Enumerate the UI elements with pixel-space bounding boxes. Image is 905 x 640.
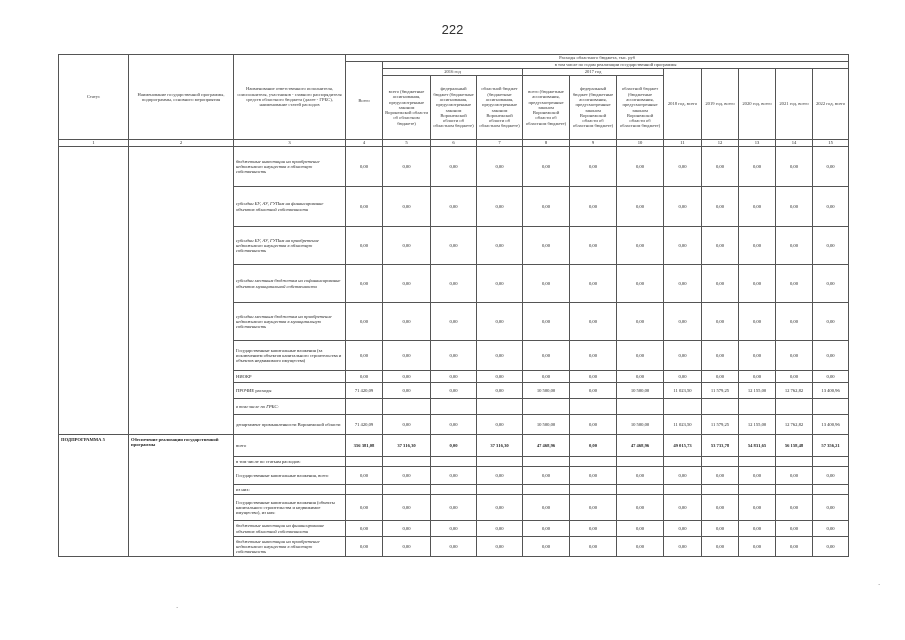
value-cell: 0,00: [617, 227, 664, 265]
value-cell: 0,00: [431, 383, 477, 399]
value-cell: 0,00: [702, 341, 739, 371]
status-cell: [59, 147, 129, 435]
col-2017-total: всего (бюджетные ассигнования, предусмотренные законом Воронежской области об областном бюджете): [523, 76, 570, 140]
value-cell: 0,00: [813, 495, 849, 521]
value-cell: 0,00: [664, 187, 702, 227]
value-cell: 0,00: [383, 383, 431, 399]
value-cell: 57 356,21: [813, 435, 849, 457]
value-cell: 0,00: [431, 415, 477, 435]
value-cell: 0,00: [813, 187, 849, 227]
value-cell: 12 762,82: [776, 383, 813, 399]
value-cell: 0,00: [431, 265, 477, 303]
year-2016-header: 2016 год: [383, 69, 523, 76]
value-cell: [664, 399, 702, 415]
value-cell: 0,00: [383, 227, 431, 265]
col-2016-regional: областной бюджет (бюджетные ассигнования, предусмотренные законом Воронежской области об областном бюджете): [477, 76, 523, 140]
value-cell: 0,00: [523, 303, 570, 341]
administrator-header: Наименование ответственного исполнителя, соисполнителя, участников - главного распорядителя средств областного бюджета (далее - ГРБС), наименование статей расходов: [234, 55, 346, 140]
value-cell: [776, 485, 813, 495]
table-row: [59, 147, 849, 187]
value-cell: [431, 457, 477, 467]
value-cell: 0,00: [617, 537, 664, 557]
value-cell: 0,00: [664, 371, 702, 383]
value-cell: 0,00: [383, 341, 431, 371]
value-cell: 0,00: [776, 147, 813, 187]
expense-label: субсидии БУ, АУ, ГУПам на приобретение недвижимого имущества в областную собственность: [234, 227, 346, 265]
value-cell: 0,00: [346, 227, 383, 265]
value-cell: 0,00: [477, 187, 523, 227]
value-cell: [477, 485, 523, 495]
value-cell: [813, 399, 849, 415]
value-cell: 0,00: [813, 265, 849, 303]
value-cell: 0,00: [477, 383, 523, 399]
value-cell: [523, 399, 570, 415]
incl-program-header: в том числе по годам реализации государственной программы: [383, 62, 849, 69]
value-cell: 0,00: [664, 495, 702, 521]
value-cell: 0,00: [477, 537, 523, 557]
value-cell: 0,00: [431, 147, 477, 187]
value-cell: 0,00: [477, 147, 523, 187]
column-number: 12: [702, 140, 739, 147]
col-2016-federal: федеральный бюджет (бюджетные ассигнования, предусмотренные законом Воронежской области об областном бюджете): [431, 76, 477, 140]
value-cell: 0,00: [523, 227, 570, 265]
column-number: 7: [477, 140, 523, 147]
value-cell: 0,00: [702, 467, 739, 485]
value-cell: [739, 399, 776, 415]
value-cell: 47 468,96: [617, 435, 664, 457]
value-cell: [383, 485, 431, 495]
value-cell: 0,00: [431, 537, 477, 557]
value-cell: 0,00: [739, 495, 776, 521]
value-cell: 54 831,65: [739, 435, 776, 457]
value-cell: 0,00: [739, 265, 776, 303]
value-cell: 0,00: [477, 495, 523, 521]
value-cell: [431, 399, 477, 415]
value-cell: 0,00: [431, 495, 477, 521]
value-cell: 0,00: [776, 521, 813, 537]
value-cell: 0,00: [431, 521, 477, 537]
value-cell: 0,00: [346, 303, 383, 341]
value-cell: 0,00: [570, 467, 617, 485]
value-cell: [477, 399, 523, 415]
value-cell: 0,00: [702, 227, 739, 265]
value-cell: 0,00: [383, 303, 431, 341]
expense-label: ПРОЧИЕ расходы: [234, 383, 346, 399]
value-cell: 0,00: [617, 341, 664, 371]
value-cell: [570, 457, 617, 467]
value-cell: 0,00: [739, 341, 776, 371]
value-cell: 0,00: [523, 187, 570, 227]
value-cell: 0,00: [383, 537, 431, 557]
value-cell: 10 500,00: [523, 415, 570, 435]
value-cell: 10 500,00: [617, 383, 664, 399]
value-cell: [346, 399, 383, 415]
value-cell: 0,00: [813, 227, 849, 265]
value-cell: [702, 457, 739, 467]
value-cell: 0,00: [523, 467, 570, 485]
value-cell: [477, 457, 523, 467]
value-cell: 13 400,96: [813, 383, 849, 399]
value-cell: 11 023,50: [664, 383, 702, 399]
expense-label: Государственные капитальные вложения, всего: [234, 467, 346, 485]
value-cell: 0,00: [431, 303, 477, 341]
value-cell: 0,00: [813, 521, 849, 537]
value-cell: 53 733,78: [702, 435, 739, 457]
value-cell: 0,00: [776, 495, 813, 521]
column-number: 15: [813, 140, 849, 147]
col-2017-federal: федеральный бюджет (бюджетные ассигнования, предусмотренные законом Воронежской области об областном бюджете): [570, 76, 617, 140]
value-cell: [383, 399, 431, 415]
value-cell: 0,00: [702, 187, 739, 227]
value-cell: 0,00: [813, 341, 849, 371]
value-cell: 0,00: [346, 187, 383, 227]
scan-mark: .: [878, 578, 881, 587]
value-cell: 0,00: [617, 303, 664, 341]
value-cell: 47 468,96: [523, 435, 570, 457]
value-cell: 0,00: [702, 303, 739, 341]
value-cell: [664, 457, 702, 467]
value-cell: 0,00: [813, 371, 849, 383]
value-cell: 0,00: [570, 227, 617, 265]
expense-label: НИОКР: [234, 371, 346, 383]
column-number: 2: [129, 140, 234, 147]
value-cell: 12 155,00: [739, 415, 776, 435]
value-cell: 0,00: [431, 371, 477, 383]
value-cell: 0,00: [702, 537, 739, 557]
value-cell: 0,00: [776, 303, 813, 341]
value-cell: 0,00: [702, 371, 739, 383]
column-number: 8: [523, 140, 570, 147]
value-cell: 0,00: [383, 467, 431, 485]
value-cell: 0,00: [570, 521, 617, 537]
value-cell: 0,00: [570, 187, 617, 227]
expense-label: субсидии местным бюджетам на софинансирование объектов муниципальной собственности: [234, 265, 346, 303]
value-cell: 0,00: [664, 303, 702, 341]
value-cell: 0,00: [776, 187, 813, 227]
value-cell: 0,00: [383, 415, 431, 435]
value-cell: 71 420,09: [346, 383, 383, 399]
value-cell: 0,00: [346, 495, 383, 521]
value-cell: 0,00: [523, 341, 570, 371]
value-cell: 0,00: [776, 265, 813, 303]
value-cell: 0,00: [813, 467, 849, 485]
value-cell: 0,00: [383, 521, 431, 537]
value-cell: 0,00: [739, 147, 776, 187]
value-cell: 0,00: [617, 521, 664, 537]
value-cell: 0,00: [776, 341, 813, 371]
value-cell: 0,00: [383, 265, 431, 303]
expense-label: Государственные капитальные вложения (объекты капитального строительства и недвижимое имущество), из них:: [234, 495, 346, 521]
value-cell: 0,00: [739, 537, 776, 557]
value-cell: 0,00: [523, 521, 570, 537]
column-number: 9: [570, 140, 617, 147]
value-cell: 0,00: [477, 415, 523, 435]
expense-label: департамент промышленности Воронежской области: [234, 415, 346, 435]
value-cell: 0,00: [702, 521, 739, 537]
value-cell: 0,00: [346, 147, 383, 187]
value-cell: 0,00: [346, 265, 383, 303]
value-cell: [346, 485, 383, 495]
program-name-cell: [129, 147, 234, 435]
value-cell: 0,00: [431, 187, 477, 227]
value-cell: 11 023,50: [664, 415, 702, 435]
value-cell: [739, 485, 776, 495]
value-cell: 0,00: [664, 521, 702, 537]
value-cell: 0,00: [664, 147, 702, 187]
value-cell: 0,00: [664, 341, 702, 371]
value-cell: 0,00: [702, 147, 739, 187]
value-cell: 0,00: [776, 227, 813, 265]
value-cell: [702, 399, 739, 415]
value-cell: 0,00: [570, 303, 617, 341]
value-cell: 0,00: [431, 467, 477, 485]
value-cell: [617, 457, 664, 467]
value-cell: 0,00: [523, 265, 570, 303]
value-cell: [813, 485, 849, 495]
value-cell: 0,00: [523, 147, 570, 187]
value-cell: [570, 399, 617, 415]
value-cell: 0,00: [570, 147, 617, 187]
year-2019-header: 2019 год, всего: [702, 69, 739, 140]
program-name-header: Наименование государственной программы, подпрограммы, основного мероприятия: [129, 55, 234, 140]
subprogram-status: ПОДПРОГРАММА 5: [59, 435, 129, 557]
total-header: Всего: [346, 62, 383, 140]
expense-label: субсидии БУ, АУ, ГУПам на финансирование объектов областной собственности: [234, 187, 346, 227]
col-2016-total: всего (бюджетные ассигнования, предусмотренные законом Воронежской области об областном бюджете): [383, 76, 431, 140]
expense-label: субсидии местным бюджетам на приобретение недвижимого имущества в муниципальную собственность: [234, 303, 346, 341]
value-cell: [523, 457, 570, 467]
value-cell: 0,00: [776, 537, 813, 557]
value-cell: 0,00: [617, 467, 664, 485]
status-header: Статус: [59, 55, 129, 140]
value-cell: 0,00: [383, 187, 431, 227]
value-cell: 0,00: [570, 537, 617, 557]
value-cell: 0,00: [739, 371, 776, 383]
value-cell: 0,00: [739, 303, 776, 341]
value-cell: 0,00: [477, 303, 523, 341]
value-cell: 0,00: [383, 147, 431, 187]
col-2017-regional: областной бюджет (бюджетные ассигнования, предусмотренные законом Воронежской области об областном бюджете): [617, 76, 664, 140]
value-cell: 0,00: [346, 341, 383, 371]
year-2021-header: 2021 год, всего: [776, 69, 813, 140]
scan-mark: .: [176, 601, 179, 610]
value-cell: 0,00: [477, 227, 523, 265]
value-cell: 13 400,96: [813, 415, 849, 435]
column-number: 10: [617, 140, 664, 147]
expenses-title: Расходы областного бюджета, тыс. руб: [346, 55, 849, 62]
value-cell: 0,00: [346, 371, 383, 383]
column-number: 11: [664, 140, 702, 147]
value-cell: 0,00: [813, 303, 849, 341]
value-cell: [776, 399, 813, 415]
column-number: 1: [59, 140, 129, 147]
value-cell: 0,00: [664, 537, 702, 557]
value-cell: 0,00: [617, 265, 664, 303]
value-cell: 0,00: [702, 265, 739, 303]
value-cell: [346, 457, 383, 467]
value-cell: 0,00: [570, 383, 617, 399]
value-cell: [813, 457, 849, 467]
value-cell: 0,00: [664, 467, 702, 485]
value-cell: 12 155,00: [739, 383, 776, 399]
year-2022-header: 2022 год, всего: [813, 69, 849, 140]
page-number: 222: [441, 22, 464, 37]
value-cell: 0,00: [570, 341, 617, 371]
year-2017-header: 2017 год: [523, 69, 664, 76]
value-cell: 0,00: [664, 227, 702, 265]
value-cell: 0,00: [813, 537, 849, 557]
value-cell: 0,00: [570, 265, 617, 303]
value-cell: 0,00: [383, 495, 431, 521]
column-number: 5: [383, 140, 431, 147]
value-cell: 0,00: [617, 371, 664, 383]
value-cell: 10 500,00: [617, 415, 664, 435]
table-row: [59, 435, 849, 457]
value-cell: 0,00: [617, 187, 664, 227]
value-cell: 71 420,09: [346, 415, 383, 435]
value-cell: 0,00: [813, 147, 849, 187]
expense-label: из них:: [234, 485, 346, 495]
value-cell: 0,00: [346, 521, 383, 537]
value-cell: [776, 457, 813, 467]
value-cell: 10 500,00: [523, 383, 570, 399]
value-cell: 0,00: [477, 467, 523, 485]
value-cell: 0,00: [431, 435, 477, 457]
value-cell: 0,00: [570, 435, 617, 457]
year-2020-header: 2020 год, всего: [739, 69, 776, 140]
value-cell: 0,00: [383, 371, 431, 383]
expense-label: всего: [234, 435, 346, 457]
expense-label: бюджетные инвестиции на финансирование объектов областной собственности: [234, 521, 346, 537]
column-number: 3: [234, 140, 346, 147]
column-number: 13: [739, 140, 776, 147]
value-cell: 12 762,82: [776, 415, 813, 435]
value-cell: 0,00: [776, 371, 813, 383]
value-cell: 0,00: [739, 187, 776, 227]
value-cell: 0,00: [739, 467, 776, 485]
value-cell: 0,00: [664, 265, 702, 303]
column-numbers-row: [59, 140, 849, 147]
value-cell: 0,00: [477, 265, 523, 303]
value-cell: 11 579,25: [702, 415, 739, 435]
value-cell: 0,00: [570, 415, 617, 435]
value-cell: 56 158,48: [776, 435, 813, 457]
column-number: 4: [346, 140, 383, 147]
value-cell: 0,00: [523, 371, 570, 383]
value-cell: 0,00: [570, 495, 617, 521]
value-cell: [523, 485, 570, 495]
expense-label: Государственные капитальные вложения (за исключением объектов капитального строительства и объектов недвижимого имущества): [234, 341, 346, 371]
value-cell: [617, 485, 664, 495]
expense-label: бюджетные инвестиции на приобретение недвижимого имущества в областную собственность: [234, 537, 346, 557]
expense-label: в том числе по статьям расходов:: [234, 457, 346, 467]
value-cell: 0,00: [702, 495, 739, 521]
value-cell: [570, 485, 617, 495]
value-cell: [739, 457, 776, 467]
value-cell: 0,00: [431, 227, 477, 265]
value-cell: 0,00: [431, 341, 477, 371]
value-cell: [431, 485, 477, 495]
value-cell: 37 316,30: [477, 435, 523, 457]
value-cell: 0,00: [776, 467, 813, 485]
value-cell: [664, 485, 702, 495]
year-2018-header: 2018 год, всего: [664, 69, 702, 140]
value-cell: 0,00: [739, 227, 776, 265]
subprogram-name: Обеспечение реализации государственной программы: [129, 435, 234, 557]
value-cell: 0,00: [570, 371, 617, 383]
value-cell: 0,00: [523, 537, 570, 557]
value-cell: [383, 457, 431, 467]
value-cell: 37 316,30: [383, 435, 431, 457]
value-cell: 0,00: [477, 521, 523, 537]
value-cell: 0,00: [523, 495, 570, 521]
value-cell: 0,00: [477, 371, 523, 383]
value-cell: [702, 485, 739, 495]
value-cell: 0,00: [346, 537, 383, 557]
value-cell: 0,00: [477, 341, 523, 371]
value-cell: 0,00: [739, 521, 776, 537]
value-cell: 49 015,73: [664, 435, 702, 457]
expense-label: бюджетные инвестиции на приобретение недвижимого имущества в областную собственность: [234, 147, 346, 187]
budget-table: [58, 54, 849, 557]
value-cell: 0,00: [617, 495, 664, 521]
expense-label: в том числе по ГРБС:: [234, 399, 346, 415]
value-cell: [617, 399, 664, 415]
column-number: 14: [776, 140, 813, 147]
value-cell: 11 579,25: [702, 383, 739, 399]
value-cell: 356 381,08: [346, 435, 383, 457]
value-cell: 0,00: [617, 147, 664, 187]
column-number: 6: [431, 140, 477, 147]
value-cell: 0,00: [346, 467, 383, 485]
